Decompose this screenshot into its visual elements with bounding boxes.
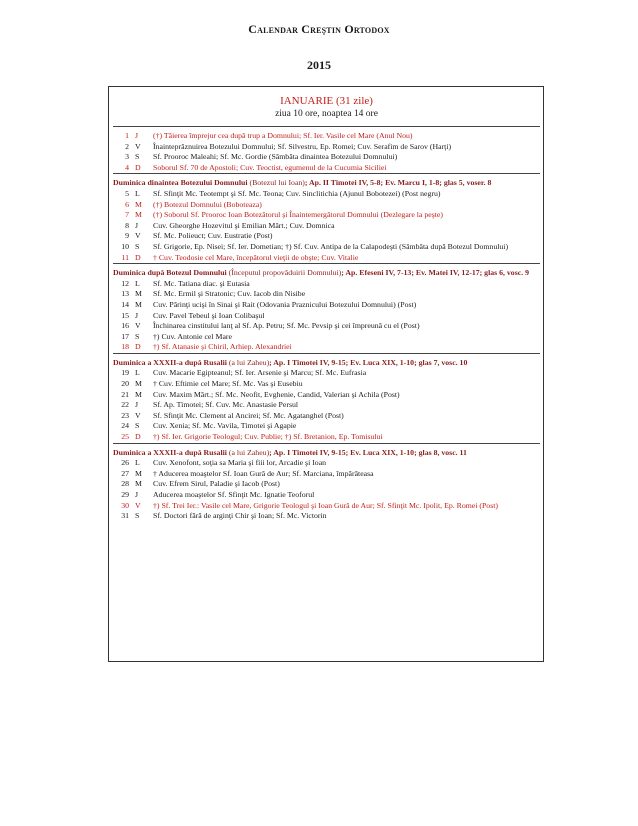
day-row [113,511,540,522]
weekday-letter: M [135,199,142,209]
month-title: IANUARIE (31 zile) [280,95,373,107]
weekday-letter: M [135,289,142,299]
day-entry-text: Cuv. Părinţi ucişi în Sinai şi Rait (Odovania Praznicului Botezului Domnului) (Post) [153,299,417,309]
section-rule [113,263,540,264]
month-subtitle: ziua 10 ore, noaptea 14 ore [275,109,378,119]
day-number: 7 [125,210,129,220]
day-number: 20 [121,379,129,389]
day-number: 31 [121,511,129,521]
sunday-readings: ; Ap. I Timotei IV, 9-15; Ev. Luca XIX, 1-10; glas 8, vosc. 11 [269,447,467,457]
day-row [113,131,540,142]
day-entry-text: Cuv. Efrem Sirul, Paladie şi Iacob (Post) [153,479,280,489]
page-title: Calendar Creştin Ortodox [248,22,390,36]
day-row [113,411,540,422]
day-number: 18 [121,342,129,352]
day-number: 10 [121,241,129,251]
day-row [113,400,540,411]
day-row [113,458,540,469]
day-row [113,242,540,253]
weekday-letter: S [135,421,140,431]
weekday-letter: L [135,188,140,198]
weekday-letter: V [135,321,141,331]
weekday-letter: M [135,389,142,399]
day-row [113,421,540,432]
day-number: 27 [121,468,129,478]
sunday-reading-header [113,448,540,459]
sunday-name: Duminica dinaintea Botezului Domnului [113,178,248,188]
weekday-letter: J [135,220,139,230]
day-entry-text: Sf. Sfinţit Mc. Teotempt şi Sf. Mc. Teona; Cuv. Sinclitichia (Ajunul Bobotezei) (Post negru) [153,188,441,198]
day-entry-text: Sf. Mc. Polieuct; Cuv. Eustratie (Post) [153,231,273,241]
page-year: 2015 [307,58,331,72]
day-row [113,490,540,501]
day-entry-text: Aducerea moaştelor Sf. Sfinţit Mc. Ignatie Teoforul [153,490,315,499]
section-rule [113,443,540,444]
day-number: 19 [121,368,129,378]
day-number: 15 [121,310,129,320]
day-row [113,200,540,211]
day-number: 3 [125,152,129,162]
day-entry-text: Cuv. Xenofont, soţia sa Maria şi fiii lor, Arcadie şi Ioan [153,458,327,468]
sunday-name: Duminica a XXXII-a după Rusalii [113,357,227,367]
day-entry-text: †) Sf. Atanasie şi Chiril, Arhiep. Alexandriei [153,342,292,352]
section-rule [113,173,540,174]
day-row [113,311,540,322]
weekday-letter: L [135,278,140,288]
weekday-letter: D [135,432,141,442]
day-entry-text: Sf. Sfinţit Mc. Clement al Ancirei; Sf. Mc. Agatanghel (Post) [153,410,344,420]
day-entry-text: Sf. Mc. Tatiana diac. şi Eutasia [153,278,250,288]
weekday-letter: S [135,331,140,341]
day-row [113,253,540,264]
calendar-frame [108,86,544,662]
weekday-letter: M [135,468,142,478]
day-entry-text: Cuv. Gheorghe Hozevitul şi Emilian Mărt.; Cuv. Domnica [153,220,335,230]
sunday-readings: ; Ap. Efeseni IV, 7-13; Ev. Matei IV, 12-17; glas 6, vosc. 9 [341,268,529,278]
day-number: 23 [121,410,129,420]
day-number: 13 [121,289,129,299]
weekday-letter: L [135,368,140,378]
day-number: 17 [121,331,129,341]
day-number: 28 [121,479,129,489]
weekday-letter: D [135,252,141,262]
day-row [113,210,540,221]
day-entry-text: †) Sf. Ier. Grigorie Teologul; Cuv. Publie; †) Sf. Bretanion, Ep. Tomisului [153,432,383,442]
sunday-readings: ; Ap. I Timotei IV, 9-15; Ev. Luca XIX, 1-10; glas 7, vosc. 10 [269,357,468,367]
day-row [113,368,540,379]
day-number: 6 [125,199,129,209]
day-row [113,332,540,343]
day-number: 16 [121,321,129,331]
weekday-letter: V [135,410,141,420]
day-row [113,379,540,390]
day-row [113,152,540,163]
day-entry-text: Sf. Mc. Ermil şi Stratonic; Cuv. Iacob din Nisibe [153,289,306,299]
day-row [113,279,540,290]
day-number: 5 [125,188,129,198]
weekday-letter: D [135,342,141,352]
day-number: 12 [121,278,129,288]
day-entry-text: Soborul Sf. 70 de Apostoli; Cuv. Teoctist, egumenul de la Cucumia Siciliei [153,162,387,172]
day-entry-text: †) Cuv. Antonie cel Mare [153,331,232,341]
sunday-readings: ; Ap. II Timotei IV, 5-8; Ev. Marcu I, 1-8; glas 5, voser. 8 [304,178,492,188]
day-entry-text: Sf. Prooroc Maleahi; Sf. Mc. Gordie (Sâmbăta dinaintea Botezului Domnului) [153,152,398,162]
day-row [113,469,540,480]
weekday-letter: L [135,458,140,468]
day-row [113,163,540,174]
sunday-note: (Botezul lui Ioan) [247,178,305,188]
day-row [113,390,540,401]
day-number: 2 [125,141,129,151]
day-row [113,501,540,512]
weekday-letter: M [135,479,142,489]
day-entry-text: (†) Soborul Sf. Prooroc Ioan Botezătorul şi Înaintemergătorul Domnului (Dezlegare la peşte) [153,210,443,220]
section-rule [113,353,540,354]
sunday-name: Duminica după Botezul Domnului [113,268,227,278]
weekday-letter: V [135,231,141,241]
day-number: 9 [125,231,129,241]
day-row [113,300,540,311]
weekday-letter: M [135,210,142,220]
day-number: 29 [121,490,129,499]
day-number: 30 [121,500,129,510]
day-row [113,231,540,242]
day-entry-text: † Cuv. Teodosie cel Mare, începătorul vieţii de obşte; Cuv. Vitalie [153,252,359,262]
day-entry-text: Cuv. Xenia; Sf. Mc. Vavila, Timotei şi Agapie [153,421,297,431]
weekday-letter: J [135,400,139,410]
day-entry-text: (†) Botezul Domnului (Boboteaza) [153,199,262,209]
day-row [113,289,540,300]
day-entry-text: Cuv. Maxim Mărt.; Sf. Mc. Neofit, Evghenie, Candid, Valerian şi Achila (Post) [153,389,400,399]
day-entry-text: Cuv. Macarie Egipteanul; Sf. Ier. Arsenie şi Marcu; Sf. Mc. Eufrasia [153,368,367,378]
day-entry-text: (†) Tăierea împrejur cea după trup a Domnului; Sf. Ier. Vasile cel Mare (Anul Nou) [153,131,413,140]
day-number: 21 [121,389,129,399]
sunday-note: (Începutul propovăduirii Domnului) [226,268,342,278]
day-entry-text: Sf. Doctori fără de arginţi Chir şi Ioan; Sf. Mc. Victorin [153,511,327,521]
weekday-letter: D [135,162,141,172]
weekday-letter: S [135,511,140,521]
day-row [113,432,540,443]
calendar-sections [113,126,540,522]
day-row [113,342,540,353]
day-number: 22 [121,400,129,410]
day-number: 4 [125,162,129,172]
sunday-note: (a lui Zaheu) [226,447,270,457]
day-row [113,142,540,153]
weekday-letter: J [135,490,139,499]
day-row [113,221,540,232]
day-entry-text: Cuv. Pavel Tebeul şi Ioan Colibaşul [153,310,265,320]
day-entry-text: Sf. Grigorie, Ep. Nisei; Sf. Ier. Dometian; †) Sf. Cuv. Antipa de la Calapodeşti (Sâmbăta după Botezul Domnului) [153,241,509,251]
sunday-reading-header [113,268,540,279]
day-number: 26 [121,458,129,468]
day-entry-text: †) Sf. Trei Ier.: Vasile cel Mare, Grigorie Teologul şi Ioan Gură de Aur; Sf. Sfinţit Mc. Ipolit, Ep. Romei (Post) [153,500,498,510]
day-entry-text: Închinarea cinstitului lanţ al Sf. Ap. Petru; Sf. Mc. Pevsip şi cei împreună cu el (Post) [153,321,420,331]
weekday-letter: V [135,500,141,510]
day-number: 24 [121,421,129,431]
weekday-letter: M [135,299,142,309]
sunday-name: Duminica a XXXII-a după Rusalii [113,447,227,457]
day-number: 14 [121,299,129,309]
day-entry-text: Sf. Ap. Timotei; Sf. Cuv. Mc. Anastasie Persul [153,400,299,410]
day-number: 11 [121,252,129,262]
day-number: 1 [125,131,129,140]
weekday-letter: V [135,141,141,151]
sunday-reading-header [113,358,540,369]
weekday-letter: S [135,152,140,162]
weekday-letter: J [135,131,139,140]
sunday-reading-header [113,178,540,189]
day-entry-text: † Cuv. Eftimie cel Mare; Sf. Mc. Vas şi Eusebiu [153,379,303,389]
day-number: 25 [121,432,129,442]
day-row [113,189,540,200]
day-entry-text: † Aducerea moaştelor Sf. Ioan Gură de Aur; Sf. Marciana, împărăteasa [153,468,374,478]
day-number: 8 [125,220,129,230]
day-entry-text: Înainteprăznuirea Botezului Domnului; Sf. Silvestru, Ep. Romei; Cuv. Serafim de Sarov (Harţi) [153,141,452,151]
day-row [113,321,540,332]
day-row [113,479,540,490]
sunday-note: (a lui Zaheu) [226,357,270,367]
weekday-letter: S [135,241,140,251]
weekday-letter: J [135,310,139,320]
weekday-letter: M [135,379,142,389]
